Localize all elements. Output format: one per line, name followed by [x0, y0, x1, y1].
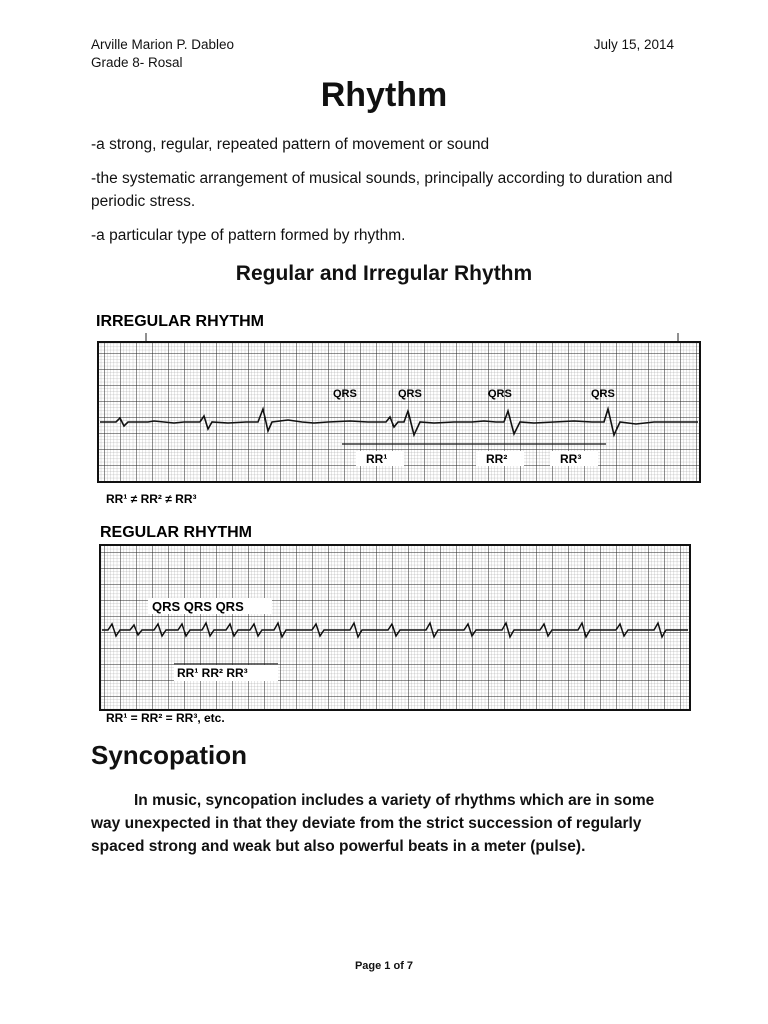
- irregular-caption: RR¹ ≠ RR² ≠ RR³: [106, 492, 197, 506]
- definition-2: -the systematic arrangement of musical sounds, principally according to duration and periodic stress.: [91, 170, 673, 210]
- document-date: July 15, 2014: [593, 37, 674, 52]
- definition-1: -a strong, regular, repeated pattern of movement or sound: [91, 136, 490, 153]
- regular-heading: REGULAR RHYTHM: [100, 524, 252, 541]
- rr2-label: RR²: [486, 452, 508, 466]
- grade-section: Grade 8- Rosal: [91, 55, 183, 70]
- qrs-label-1: QRS: [333, 388, 357, 400]
- qrs-labels-regular: QRS QRS QRS: [152, 599, 244, 614]
- definition-3: -a particular type of pattern formed by rhythm.: [91, 227, 406, 244]
- rr1-label: RR¹: [366, 452, 388, 466]
- page-title: Rhythm: [320, 76, 448, 114]
- section-heading: Regular and Irregular Rhythm: [235, 262, 533, 285]
- author-name: Arville Marion P. Dableo: [91, 37, 235, 52]
- rr-labels-regular: RR¹ RR² RR³: [177, 666, 248, 680]
- regular-rhythm-figure: [88, 520, 708, 725]
- page-number: Page 1 of 7: [354, 960, 414, 972]
- syncopation-heading: Syncopation: [91, 740, 248, 770]
- qrs-label-3: QRS: [488, 388, 512, 400]
- irregular-heading: IRREGULAR RHYTHM: [96, 313, 264, 330]
- rr3-label: RR³: [560, 452, 582, 466]
- syncopation-paragraph: In music, syncopation includes a variety of rhythms which are in some way unexpected in that they deviate from the strict succession of regularly spaced strong and weak but also powerful beats in a meter (pulse).: [91, 792, 655, 855]
- regular-caption: RR¹ = RR² = RR³, etc.: [106, 711, 225, 725]
- qrs-label-2: QRS: [398, 388, 422, 400]
- irregular-rhythm-figure: [88, 305, 708, 510]
- qrs-label-4: QRS: [591, 388, 615, 400]
